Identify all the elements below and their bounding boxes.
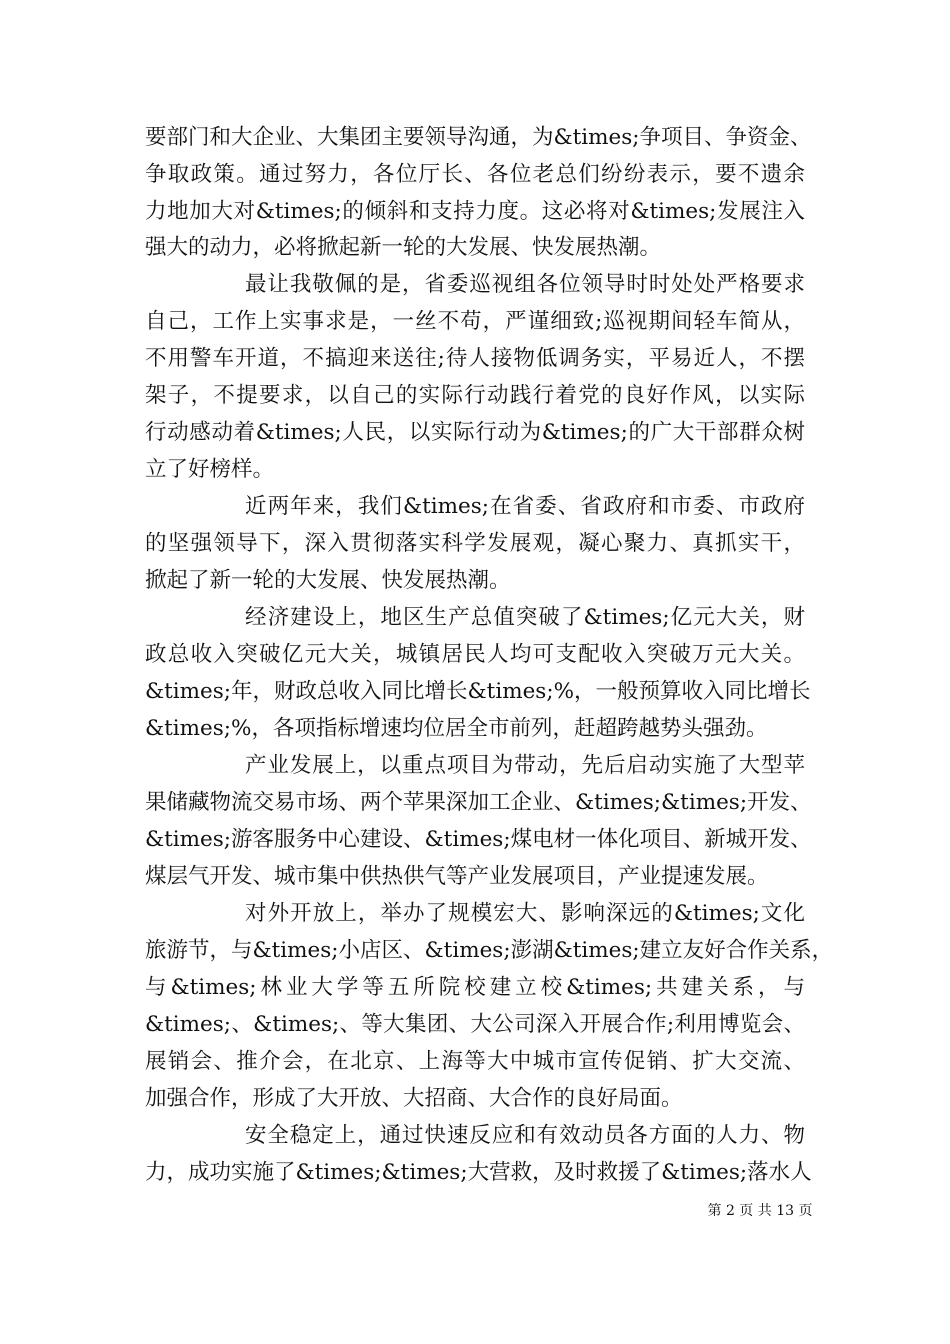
paragraph-first-line: 经济建设上，地区生产总值突破了&times;亿元大关，财 bbox=[245, 605, 805, 630]
text-line: 自己，工作上实事求是，一丝不苟，严谨细致;巡视期间轻车简从， bbox=[145, 309, 805, 334]
text-line: 加强合作，形成了大开放、大招商、大合作的良好局面。 bbox=[145, 1086, 683, 1111]
text-line: 展销会、推介会，在北京、上海等大中城市宣传促销、扩大交流、 bbox=[145, 1049, 805, 1074]
text-line: 争取政策。通过努力，各位厅长、各位老总们纷纷表示，要不遗余 bbox=[145, 162, 805, 187]
text-line: 力，成功实施了&times;&times;大营救，及时救援了&times;落水人 bbox=[145, 1160, 812, 1185]
text-line: 掀起了新一轮的大发展、快发展热潮。 bbox=[145, 568, 511, 593]
text-line: &times;、&times;、等大集团、大公司深入开展合作;利用博览会、 bbox=[145, 1012, 805, 1037]
text-line: 要部门和大企业、大集团主要领导沟通，为&times;争项目、争资金、 bbox=[145, 125, 812, 150]
text-line: &times;年，财政总收入同比增长&times;%，一般预算收入同比增长 bbox=[145, 679, 811, 704]
text-line: 政总收入突破亿元大关，城镇居民人均可支配收入突破万元大关。 bbox=[145, 642, 805, 667]
text-line: 立了好榜样。 bbox=[145, 457, 275, 482]
text-line: 行动感动着&times;人民，以实际行动为&times;的广大干部群众树 bbox=[145, 420, 805, 445]
text-line: 架子，不提要求，以自己的实际行动践行着党的良好作风，以实际 bbox=[145, 383, 805, 408]
text-line: 果储藏物流交易市场、两个苹果深加工企业、&times;&times;开发、 bbox=[145, 790, 812, 815]
text-line: 与&times;林业大学等五所院校建立校&times;共建关系，与 bbox=[145, 975, 805, 1000]
text-line: 煤层气开发、城市集中供热供气等产业发展项目，产业提速发展。 bbox=[145, 864, 769, 889]
paragraph-first-line: 安全稳定上，通过快速反应和有效动员各方面的人力、物 bbox=[245, 1123, 805, 1148]
text-line: 不用警车开道，不搞迎来送往;待人接物低调务实，平易近人，不摆 bbox=[145, 346, 805, 371]
text-line: &times;%，各项指标增速均位居全市前列，赶超跨越势头强劲。 bbox=[145, 716, 768, 741]
page-number: 第 2 页 共 13 页 bbox=[707, 1203, 813, 1219]
text-line: 力地加大对&times;的倾斜和支持力度。这必将对&times;发展注入 bbox=[145, 199, 805, 224]
paragraph-first-line: 产业发展上，以重点项目为带动，先后启动实施了大型苹 bbox=[245, 753, 805, 778]
paragraph-first-line: 最让我敬佩的是，省委巡视组各位领导时时处处严格要求 bbox=[245, 272, 805, 297]
text-line: 的坚强领导下，深入贯彻落实科学发展观，凝心聚力、真抓实干， bbox=[145, 531, 805, 556]
paragraph-first-line: 对外开放上，举办了规模宏大、影响深远的&times;文化 bbox=[245, 901, 805, 926]
text-line: &times;游客服务中心建设、&times;煤电材一体化项目、新城开发、 bbox=[145, 827, 812, 852]
text-line: 强大的动力，必将掀起新一轮的大发展、快发展热潮。 bbox=[145, 235, 662, 260]
paragraph-first-line: 近两年来，我们&times;在省委、省政府和市委、市政府 bbox=[245, 494, 805, 519]
text-line: 旅游节，与&times;小店区、&times;澎湖&times;建立友好合作关系， bbox=[145, 938, 834, 963]
